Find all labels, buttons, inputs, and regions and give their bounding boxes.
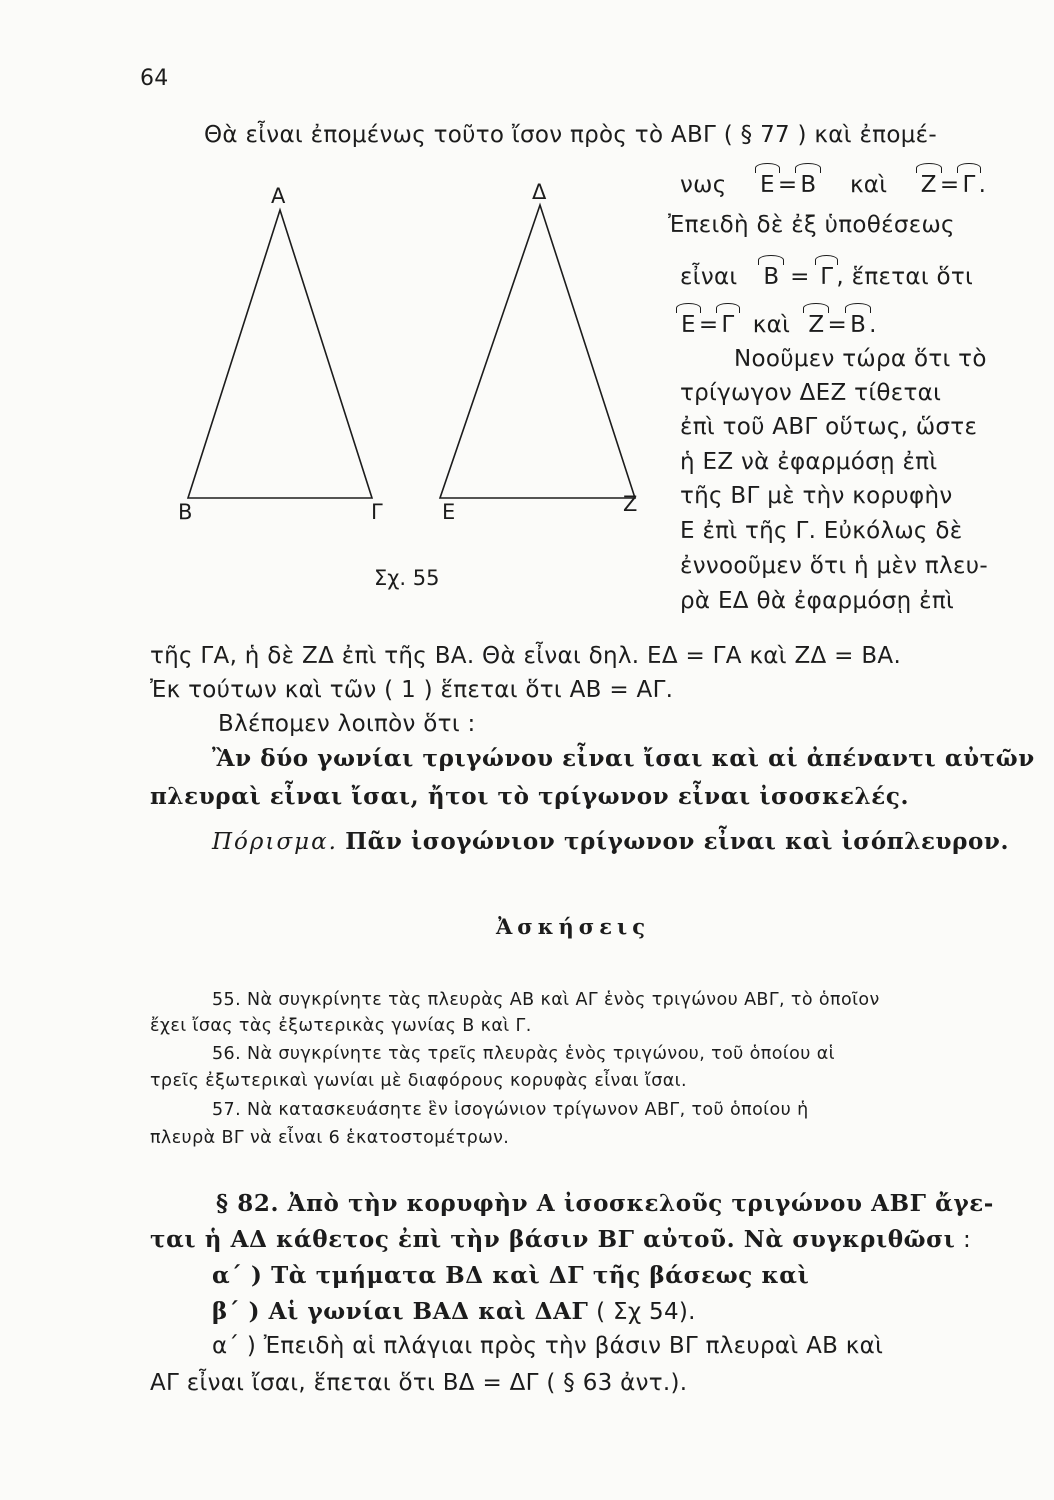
side-line-6: τρίγωγον ΔΕΖ τίθεται (680, 380, 942, 406)
exercise-57-line-2: πλευρὰ ΒΓ νὰ εἶναι 6 ἑκατοστομέτρων. (150, 1128, 510, 1148)
section-82-line-6: ΑΓ εἶναι ἴσαι, ἕπεται ὅτι ΒΔ = ΔΓ ( § 63 ἀντ.). (150, 1370, 688, 1396)
label-g: Γ (371, 500, 383, 524)
side-line-11: ἐννοοῦμεν ὅτι ἡ μὲν πλευ- (680, 553, 988, 579)
label-b: Β (178, 500, 193, 524)
page-number: 64 (140, 66, 169, 91)
side-line-2: Ἐπειδὴ δὲ ἐξ ὑποθέσεως (668, 212, 955, 238)
side-line-8: ἡ ΕΖ νὰ ἐφαρμόσῃ ἐπὶ (680, 449, 938, 475)
exercises-title: Ἀσκήσεις (496, 914, 650, 939)
triangle-abg (188, 210, 372, 498)
side-line-5: Νοοῦμεν τώρα ὅτι τὸ (734, 346, 987, 372)
label-a: Α (271, 184, 286, 208)
triangle-dez (440, 205, 635, 498)
section-82-line-3: α΄ ) Τὰ τμήματα ΒΔ καὶ ΔΓ τῆς βάσεως καὶ (212, 1262, 810, 1289)
side-line-10: Ε ἐπὶ τῆς Γ. Εὐκόλως δὲ (680, 518, 963, 544)
exercise-57-line-1: 57. Νὰ κατασκευάσητε ἓν ἰσογώνιον τρίγωνον ΑΒΓ, τοῦ ὁποίου ἡ (212, 1100, 809, 1120)
figure-caption: Σχ. 55 (374, 566, 440, 590)
body-line-13: τῆς ΓΑ, ἡ δὲ ΖΔ ἐπὶ τῆς ΒΑ. Θὰ εἶναι δηλ. ΕΔ = ΓΑ καὶ ΖΔ = ΒΑ. (150, 643, 902, 669)
intro-line: Θὰ εἶναι ἐπομένως τοῦτο ἴσον πρὸς τὸ ΑΒΓ ( § 77 ) καὶ ἐπομέ- (204, 122, 937, 148)
exercise-56-line-1: 56. Νὰ συγκρίνητε τὰς τρεῖς πλευρὰς ἑνὸς τριγώνου, τοῦ ὁποίου αἱ (212, 1044, 835, 1064)
section-82-line-1: § 82. Ἀπὸ τὴν κορυφὴν Α ἰσοσκελοῦς τριγώνου ΑΒΓ ἄγε- (216, 1190, 994, 1217)
side-line-12: ρὰ ΕΔ θὰ ἐφαρμόσῃ ἐπὶ (680, 588, 955, 614)
label-d: Δ (532, 180, 547, 204)
porisma-label: Πόρισμα. (212, 829, 338, 855)
label-e: Ε (442, 500, 456, 524)
section-82-line-5: α΄ ) Ἐπειδὴ αἱ πλάγιαι πρὸς τὴν βάσιν ΒΓ πλευραὶ ΑΒ καὶ (212, 1333, 884, 1359)
exercise-55-line-2: ἔχει ἴσας τὰς ἐξωτερικὰς γωνίας Β καὶ Γ. (150, 1016, 532, 1036)
exercise-55-line-1: 55. Νὰ συγκρίνητε τὰς πλευρὰς ΑΒ καὶ ΑΓ ἑνὸς τριγώνου ΑΒΓ, τὸ ὁποῖον (212, 990, 880, 1010)
side-line-1: νως Ε = Β καὶ Ζ = Γ . (680, 172, 987, 198)
theorem-line-2: πλευραὶ εἶναι ἴσαι, ἤτοι τὸ τρίγωνον εἶναι ἰσοσκελές. (150, 783, 910, 810)
theorem-line-1: Ἂν δύο γωνίαι τριγώνου εἶναι ἴσαι καὶ αἱ ἀπέναντι αὐτῶν (212, 745, 1035, 772)
side-line-7: ἐπὶ τοῦ ΑΒΓ οὕτως, ὥστε (680, 414, 978, 440)
label-z: Ζ (623, 492, 638, 516)
exercise-56-line-2: τρεῖς ἐξωτερικαὶ γωνίαι μὲ διαφόρους κορυφὰς εἶναι ἴσαι. (150, 1071, 687, 1091)
side-line-4: Ε = Γ καὶ Ζ = Β . (678, 312, 877, 338)
body-line-15: Βλέπομεν λοιπὸν ὅτι : (218, 711, 476, 737)
body-line-14: Ἐκ τούτων καὶ τῶν ( 1 ) ἕπεται ὅτι ΑΒ = ΑΓ. (150, 677, 674, 703)
side-line-3: εἶναι Β = Γ , ἕπεται ὅτι (680, 264, 974, 290)
porisma-text: Πᾶν ἰσογώνιον τρίγωνον εἶναι καὶ ἰσόπλευρον. (345, 828, 1010, 855)
side-line-9: τῆς ΒΓ μὲ τὴν κορυφὴν (680, 483, 953, 509)
section-82-line-4: β΄ ) Αἱ γωνίαι ΒΑΔ καὶ ΔΑΓ ( Σχ 54). (212, 1298, 696, 1325)
porisma (212, 828, 1009, 855)
section-82-line-2: ται ἡ ΑΔ κάθετος ἐπὶ τὴν βάσιν ΒΓ αὐτοῦ. Νὰ συγκριθῶσι : (150, 1226, 972, 1253)
